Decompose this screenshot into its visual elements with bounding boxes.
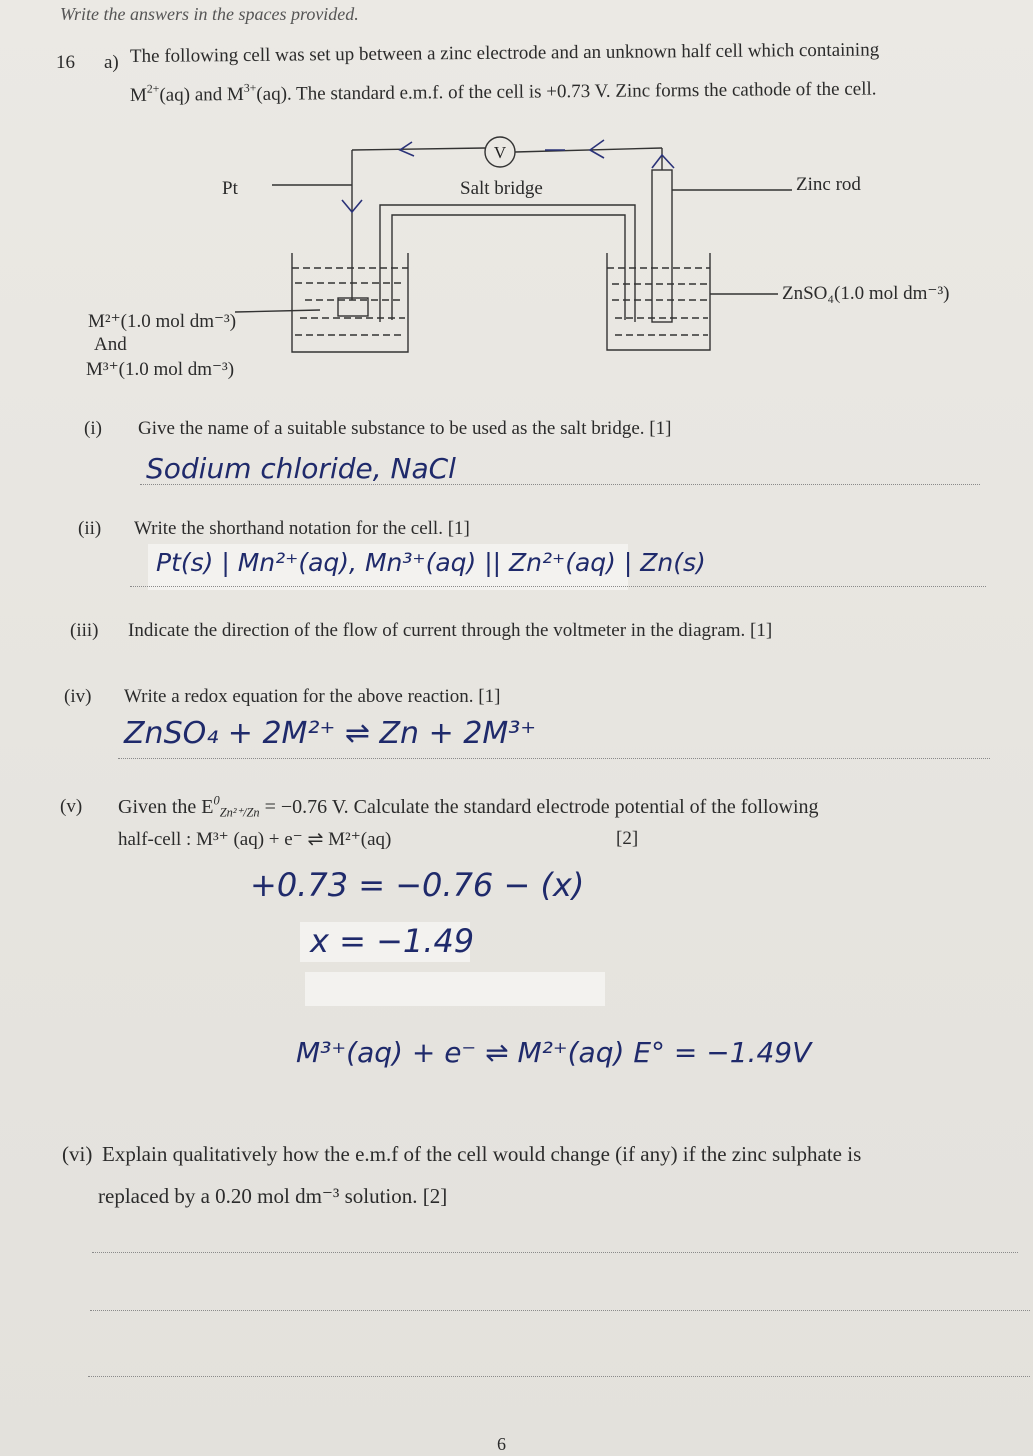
right-wire-top: [515, 148, 662, 152]
part-i-answer: Sodium chloride, NaCl: [146, 452, 456, 485]
m3-solution-label: M³⁺(1.0 mol dm⁻³): [86, 359, 235, 380]
znso4-label: ZnSO₄(1.0 mol dm⁻³): [782, 283, 950, 304]
instruction-text: Write the answers in the spaces provided.: [60, 4, 359, 24]
answer-line: [92, 1252, 1018, 1253]
zinc-rod-label: Zinc rod: [796, 174, 861, 195]
page-number: 6: [497, 1434, 506, 1454]
answer-line: [130, 586, 986, 587]
voltmeter-label: V: [493, 143, 507, 162]
m-solution-leader: [235, 310, 320, 312]
question-part: a): [104, 52, 119, 73]
part-ii-answer: Pt(s) | Mn²⁺(aq), Mn³⁺(aq) || Zn²⁺(aq) | Zn(s): [156, 548, 706, 577]
answer-line: [90, 1310, 1030, 1311]
handwritten-current-arrows: [342, 140, 674, 212]
part-iv-answer: ZnSO₄ + 2M²⁺ ⇌ Zn + 2M³⁺: [124, 716, 537, 751]
part-i-question: Give the name of a suitable substance to be used as the salt bridge. [1]: [138, 418, 672, 439]
m2-solution-label: M²⁺(1.0 mol dm⁻³): [88, 311, 237, 332]
part-v-question-line1: Given the $E^0_{Zn^{2+}/Zn} = -0.76$ V. Calculate the standard electrode potential of the following: [118, 793, 819, 820]
answer-line: [140, 484, 980, 485]
and-label: And: [94, 334, 127, 355]
part-ii-number: (ii): [78, 518, 102, 539]
part-iv-question: Write a redox equation for the above reaction. [1]: [124, 686, 501, 707]
electrochemical-cell-diagram: [0, 0, 1033, 400]
answer-line: [118, 758, 990, 759]
part-ii-question: Write the shorthand notation for the cell. [1]: [134, 518, 470, 539]
part-vi-number: (vi): [62, 1142, 93, 1166]
salt-bridge-label: Salt bridge: [460, 178, 543, 199]
correction-fluid: [305, 972, 605, 1006]
left-wire-top: [352, 148, 485, 150]
zinc-rod: [652, 170, 672, 322]
question-number: 16: [56, 52, 75, 73]
part-iv-number: (iv): [64, 686, 92, 707]
part-iii-number: (iii): [70, 620, 99, 641]
part-v-question-line2: half-cell : M³⁺ (aq) + e⁻ ⇌ M²⁺(aq): [118, 829, 392, 850]
part-vi-question-line2: replaced by a 0.20 mol dm⁻³ solution. [2]: [98, 1184, 448, 1208]
pt-label: Pt: [222, 178, 238, 199]
question-intro-line1: The following cell was set up between a zinc electrode and an unknown half cell which containing: [129, 39, 880, 67]
part-v-working-1: +0.73 = −0.76 − (x): [250, 866, 585, 904]
part-iii-question: Indicate the direction of the flow of current through the voltmeter in the diagram. [1]: [128, 620, 773, 641]
part-i-number: (i): [84, 418, 102, 439]
question-intro-line2: $M^{2+}(aq)$ and $M^{3+}(aq)$. The standard e.m.f. of the cell is +0.73 V. Zinc forms the cathode of the cell.: [129, 78, 877, 106]
answer-line: [88, 1376, 1030, 1377]
part-v-working-2: x = −1.49: [310, 922, 475, 960]
pt-plate: [338, 298, 368, 316]
part-v-marks: [2]: [616, 828, 639, 849]
part-v-working-3: M³⁺(aq) + e⁻ ⇌ M²⁺(aq) E° = −1.49V: [296, 1036, 812, 1069]
salt-bridge-outer: [380, 205, 635, 322]
part-vi-question-line1: Explain qualitatively how the e.m.f of the cell would change (if any) if the zinc sulphate is: [102, 1142, 862, 1166]
salt-bridge-inner: [392, 215, 625, 320]
part-v-number: (v): [60, 796, 83, 817]
